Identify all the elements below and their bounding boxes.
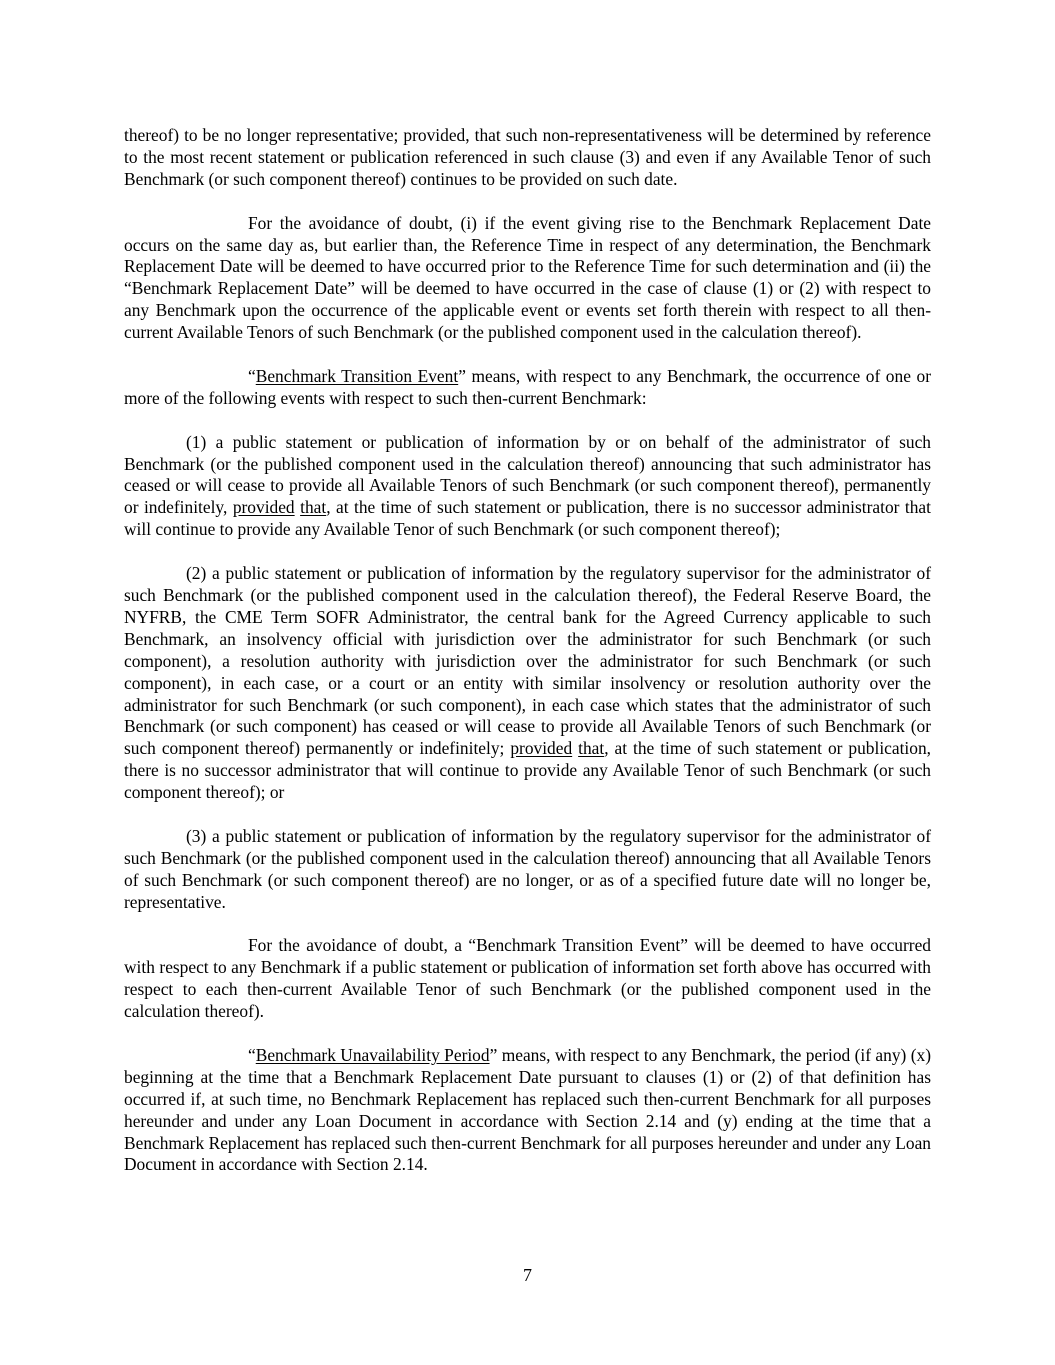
clause-2 [124,563,931,804]
clause-text: (1) a public statement or publication of information by or on behalf of the administrator of such Benchmark (or the published component used in the calculation thereof) announcing that such administrator has ceased or will cease to provide all Available Tenors of such Benchmark (or such component thereof), permanently or indefinitely, [124,431,931,518]
open-quote: “ [248,365,256,386]
page-number: 7 [523,1265,532,1285]
paragraph-avoidance-of-doubt-replacement-date: For the avoidance of doubt, (i) if the event giving rise to the Benchmark Replacement Date occurs on the same day as, but earlier than, the Reference Time in respect of any determination, the Benchmark Replacement Date will be deemed to have occurred prior to the Reference Time for such determination and (ii) the “Benchmark Replacement Date” will be deemed to have occurred in the case of clause (1) or (2) with respect to any Benchmark upon the occurrence of the applicable event or events set forth therein with respect to all then-current Available Tenors of such Benchmark (or the published component used in the calculation thereof). [124,212,931,343]
definition-benchmark-unavailability-period [124,1045,931,1176]
provided-term: provided [232,497,295,518]
paragraph-avoidance-of-doubt-transition-event: For the avoidance of doubt, a “Benchmark Transition Event” will be deemed to have occurred with respect to any Benchmark if a public statement or publication of information set forth above has occurred with respect to each then-current Available Tenor of such Benchmark (or the published component used in the calculation thereof). [124,935,931,1022]
clause-text: (2) a public statement or publication of information by the regulatory supervisor for the administrator of such Benchmark (or the published component used in the calculation thereof), the Federal Reserve Board, the NYFRB, the CME Term SOFR Administrator, the central bank for the Agreed Currency applicable to such Benchmark, an insolvency official with jurisdiction over the administrator for such Benchmark (or such component), a resolution authority with jurisdiction over the administrator for such Benchmark (or such component), in each case, or a court or an entity with similar insolvency or resolution authority over the administrator for such Benchmark (or such component), in each case which states that the administrator of such Benchmark (or such component) has ceased or will cease to provide all Available Tenors of such Benchmark (or such component thereof) permanently or indefinitely; [124,563,931,759]
open-quote: “ [248,1044,256,1065]
clause-text: , at the time of such statement or publication, there is no successor administrator that will continue to provide any Available Tenor of such Benchmark (or such component thereof); [124,497,931,540]
defined-term: Benchmark Unavailability Period [255,1044,490,1065]
definition-text: ” means, with respect to any Benchmark, the period (if any) (x) beginning at the time that a Benchmark Replacement Date pursuant to clauses (1) or (2) of that definition has occurred if, at such time, no Benchmark Replacement has replaced such then-current Benchmark for all purposes hereunder and under any Loan Document in accordance with Section 2.14 and (y) ending at the time that a Benchmark Replacement has replaced such then-current Benchmark for all purposes hereunder and under any Loan Document in accordance with Section 2.14. [124,1044,931,1175]
provided-term: provided [510,738,573,759]
clause-text: , at the time of such statement or publication, there is no successor administrator that will continue to provide any Available Tenor of such Benchmark (or such component thereof); or [124,738,932,803]
definition-benchmark-transition-event [124,366,931,410]
paragraph-representativeness: thereof) to be no longer representative; provided, that such non-representativeness will be determined by reference to the most recent statement or publication referenced in such clause (3) and even if any Available Tenor of such Benchmark (or such component thereof) continues to be provided on such date. [124,125,931,189]
definition-text: ” means, with respect to any Benchmark, the occurrence of one or more of the following events with respect to such then-current Benchmark: [124,365,931,408]
document-page [124,125,931,1198]
that-term: that [300,497,327,518]
clause-3: (3) a public statement or publication of information by the regulatory supervisor for the administrator of such Benchmark (or the published component used in the calculation thereof) announcing that all Available Tenors of such Benchmark (or such component thereof) are no longer, or as of a specified future date will no longer be, representative. [124,825,931,912]
defined-term: Benchmark Transition Event [255,365,459,386]
that-term: that [578,738,605,759]
clause-1 [124,432,931,542]
